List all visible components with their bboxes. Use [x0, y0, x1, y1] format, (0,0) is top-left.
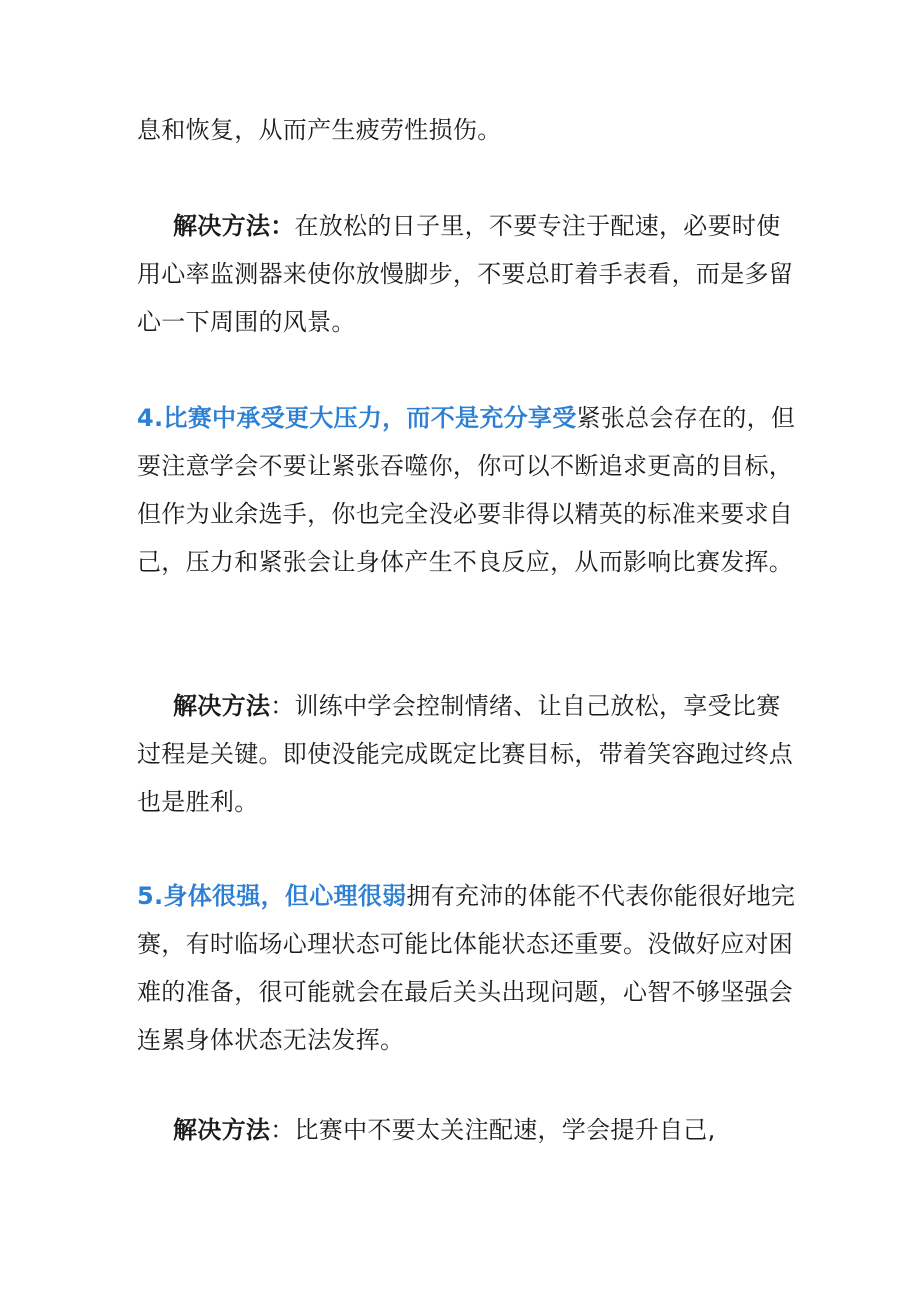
- paragraph-6: [137, 1106, 797, 1154]
- paragraph-3: [137, 394, 797, 586]
- paragraph-4-text: ：训练中学会控制情绪、让自己放松，享受比赛过程是关键。即使没能完成既定比赛目标，带着笑容跑过终点也是胜利。: [137, 692, 794, 816]
- solution-label: 解决方法：: [173, 212, 295, 240]
- paragraph-5: [137, 872, 797, 1064]
- section-heading-5: 5.身体很强，但心理很弱: [137, 882, 407, 910]
- solution-label: 解决方法: [173, 1116, 271, 1144]
- paragraph-3-text: 紧张总会存在的，但要注意学会不要让紧张吞噬你，你可以不断追求更高的目标，但作为业余选手，你也完全没必要非得以精英的标准来要求自己，压力和紧张会让身体产生不良反应，从而影响比赛发挥。: [137, 404, 796, 576]
- solution-label: 解决方法: [173, 692, 271, 720]
- paragraph-1-text: 息和恢复，从而产生疲劳性损伤。: [137, 116, 502, 144]
- paragraph-4: [137, 682, 797, 826]
- paragraph-5-text: 拥有充沛的体能不代表你能很好地完赛，有时临场心理状态可能比体能状态还重要。没做好应对困难的准备，很可能就会在最后关头出现问题，心智不够坚强会连累身体状态无法发挥。: [137, 882, 796, 1054]
- paragraph-2-text: 在放松的日子里，不要专注于配速，必要时使用心率监测器来使你放慢脚步，不要总盯着手表看，而是多留心一下周围的风景。: [137, 212, 794, 336]
- section-heading-4: 4.比赛中承受更大压力，而不是充分享受: [137, 404, 577, 432]
- paragraph-6-text: ：比赛中不要太关注配速，学会提升自己,: [270, 1116, 716, 1144]
- paragraph-1: [137, 106, 797, 154]
- paragraph-2: [137, 202, 797, 346]
